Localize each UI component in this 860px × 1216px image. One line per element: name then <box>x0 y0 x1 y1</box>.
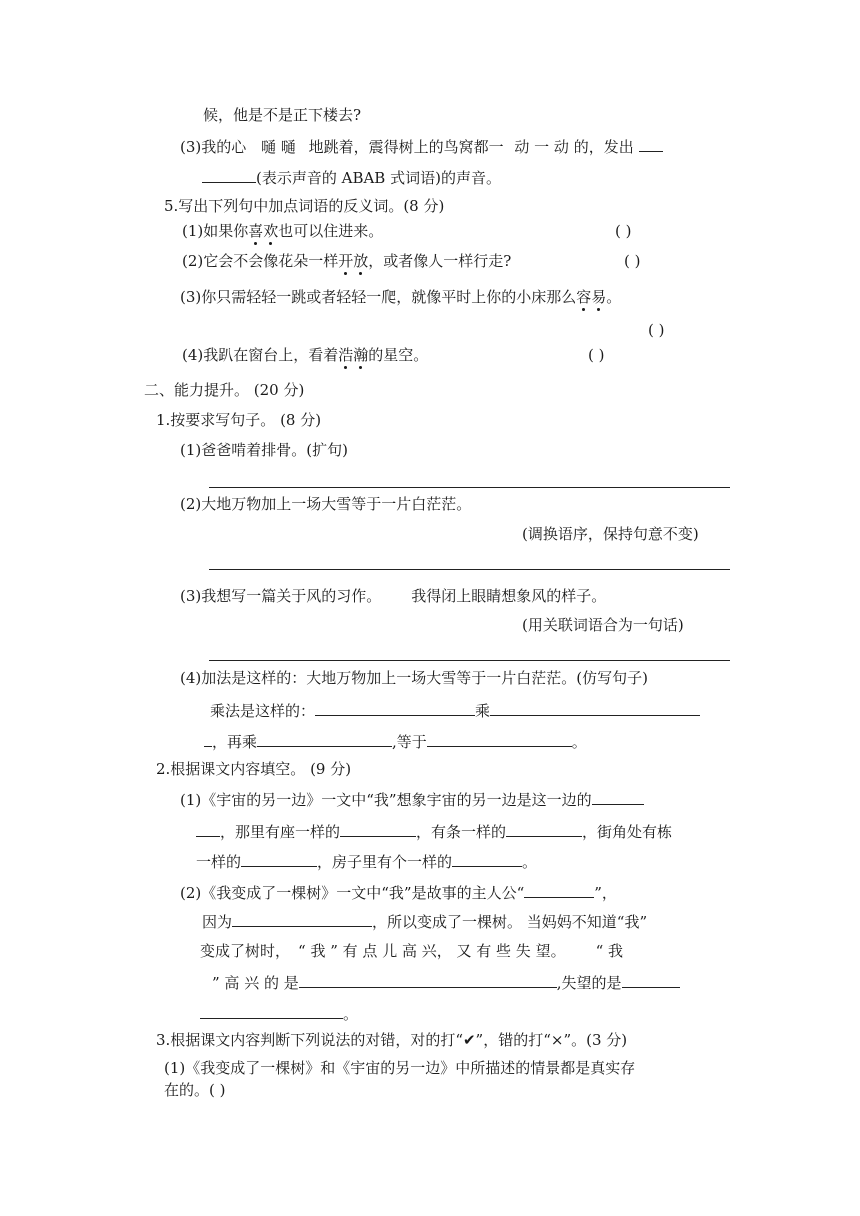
q4-item3-mid: 地跳着，震得树上的鸟窝都一 <box>308 138 504 156</box>
q5-item4-d: 的星空。 <box>368 346 429 364</box>
q5-answer-paren-3[interactable]: ( ) <box>648 321 665 339</box>
q3-item1-line1: (1)《我变成了一棵树》和《宇宙的另一边》中所描述的情景都是真实存 <box>164 1059 636 1077</box>
q1-sentence-3-a: (3)我想写一篇关于风的习作。 <box>180 587 382 605</box>
q4-item3-prefix: (3)我的心 <box>180 138 247 156</box>
q1-mult-word: 乘 <box>475 702 491 720</box>
q2-b-line3 <box>200 941 623 961</box>
q1-sentence-2: (2)大地万物加上一场大雪等于一片白茫茫。 <box>180 495 472 513</box>
q1-period: 。 <box>571 733 587 751</box>
q4-item3-sound: 嗵 嗵 <box>261 138 296 156</box>
q1-again-mult: ，再乘 <box>212 733 258 751</box>
q2-b-blank-1[interactable] <box>524 882 594 898</box>
q1-answer-line-2[interactable] <box>209 569 730 570</box>
q4-item3-end: 的，发出 <box>573 138 634 156</box>
q2-a-text4: ，街角处有栋 <box>582 823 673 841</box>
q2-b-text2: ”， <box>594 884 617 902</box>
q2-b-blank-3[interactable] <box>299 972 557 988</box>
q2-b-text1: (2)《我变成了一棵树》一文中“我”是故事的主人公“ <box>180 884 525 902</box>
q1-sentence-4-line2 <box>210 700 700 721</box>
q5-item2 <box>182 251 511 271</box>
q1-sentence-3 <box>180 586 606 606</box>
q5-item1-d: 也可以住进来。 <box>278 222 384 240</box>
q5-item4-dot1: 浩 <box>338 346 354 364</box>
q2-b-text8: ” 高 兴 的 是 <box>212 974 299 992</box>
q2-b-text3: 因为 <box>202 913 233 931</box>
q2-a-text5: 一样的 <box>196 853 242 871</box>
q2-b-blank-5[interactable] <box>200 1003 343 1019</box>
q5-item2-dot1: 开 <box>338 252 354 270</box>
q2-b-blank-4[interactable] <box>622 972 680 988</box>
q5-item3-dot2: 易 <box>591 288 607 306</box>
q1-mult-label: 乘法是这样的： <box>210 702 316 720</box>
q2-b-text7: “ 我 <box>595 942 624 960</box>
q5-item4-dot2: 瀚 <box>353 346 369 364</box>
q4-item3-line1 <box>180 136 663 157</box>
q1-sentence-1: (1)爸爸啃着排骨。(扩句) <box>180 441 348 459</box>
q5-item2-a: (2)它会不会像花朵一样 <box>182 252 339 270</box>
q2-a-blank-1[interactable] <box>592 789 644 805</box>
q1-blank-1[interactable] <box>315 700 475 716</box>
q5-title: 5.写出下列句中加点词语的反义词。(8 分) <box>164 197 445 215</box>
q2-a-line2 <box>196 821 672 842</box>
q3-title: 3.根据课文内容判断下列说法的对错，对的打“✔”，错的打“×”。(3 分) <box>156 1031 628 1049</box>
q2-b-line5 <box>200 1003 358 1024</box>
q4-item3-move: 动 一 动 <box>514 138 569 156</box>
q1-sentence-4-line3 <box>204 731 587 752</box>
q5-item3 <box>180 287 621 307</box>
q1-answer-line-3[interactable] <box>209 660 730 661</box>
q1-blank-4[interactable] <box>257 731 392 747</box>
q2-a-blank-3[interactable] <box>506 821 582 837</box>
q5-item3-d: 。 <box>606 288 622 306</box>
q2-b-period: 。 <box>343 1005 359 1023</box>
q2-b-text4: ，所以变成了一棵树。 当妈妈不知道“我” <box>372 913 648 931</box>
q2-b-line4 <box>212 972 680 993</box>
q1-blank-5[interactable] <box>427 731 572 747</box>
q5-item1-dot2: 欢 <box>263 222 279 240</box>
q1-sentence-3-b: 我得闭上眼睛想象风的样子。 <box>411 587 607 605</box>
q5-answer-paren-4[interactable]: ( ) <box>588 346 605 364</box>
q1-sentence-2-note: (调换语序，保持句意不变) <box>522 525 699 543</box>
q2-a-line1 <box>180 789 644 810</box>
q1-sentence-3-note: (用关联词语合为一句话) <box>522 616 684 634</box>
q2-a-blank-1b[interactable] <box>196 821 220 837</box>
q2-a-text3: ，有条一样的 <box>416 823 507 841</box>
section-2-title: 二、能力提升。 (20 分) <box>144 381 305 399</box>
q5-item4-a: (4)我趴在窗台上，看着 <box>182 346 339 364</box>
q5-item3-a: (3)你只需轻轻一跳或者轻轻一爬，就像平时上你的小床那么 <box>180 288 577 306</box>
q4-item3-line2 <box>202 167 501 188</box>
q1-title: 1.按要求写句子。 (8 分) <box>156 411 322 429</box>
q2-b-text9: ,失望的是 <box>556 974 622 992</box>
q1-sentence-4: (4)加法是这样的：大地万物加上一场大雪等于一片白茫茫。(仿写句子) <box>180 669 648 687</box>
q3-item1-line2[interactable]: 在的。( ) <box>164 1081 226 1099</box>
q4-line1: 候，他是不是正下楼去? <box>203 106 362 124</box>
q2-a-line3 <box>196 851 537 872</box>
q1-answer-line-1[interactable] <box>209 487 730 488</box>
q2-b-line2 <box>202 911 647 932</box>
q1-blank-2[interactable] <box>490 700 700 716</box>
q5-answer-paren-1[interactable]: ( ) <box>615 222 632 240</box>
q2-a-blank-2[interactable] <box>340 821 416 837</box>
q2-a-text1: (1)《宇宙的另一边》一文中“我”想象宇宙的另一边是这一边的 <box>180 791 592 809</box>
q5-item4 <box>182 345 428 365</box>
q2-a-text2: ，那里有座一样的 <box>220 823 341 841</box>
q4-item3-blank-a[interactable] <box>639 136 663 152</box>
q2-title: 2.根据课文内容填空。 (9 分) <box>156 760 352 778</box>
q4-item3-hint: (表示声音的 ABAB 式词语)的声音。 <box>256 169 501 187</box>
q5-item1-dot1: 喜 <box>248 222 264 240</box>
q2-b-text6: “ 我 ” 有 点 儿 高 兴， 又 有 些 失 望。 <box>298 942 566 960</box>
q2-b-text5: 变成了树时， <box>200 942 291 960</box>
q5-item2-d: ，或者像人一样行走? <box>368 252 512 270</box>
q1-blank-3[interactable] <box>204 731 212 747</box>
q5-item3-dot1: 容 <box>576 288 592 306</box>
q5-answer-paren-2[interactable]: ( ) <box>624 252 641 270</box>
q2-a-blank-5[interactable] <box>452 851 522 867</box>
q2-a-text7: 。 <box>522 853 538 871</box>
q5-item2-dot2: 放 <box>353 252 369 270</box>
q4-item3-blank-b[interactable] <box>202 167 256 183</box>
q5-item1 <box>182 221 383 241</box>
q1-equals: ,等于 <box>392 733 427 751</box>
q2-a-blank-4[interactable] <box>241 851 317 867</box>
q2-b-line1 <box>180 882 617 903</box>
q2-a-text6: ，房子里有个一样的 <box>317 853 453 871</box>
q2-b-blank-2[interactable] <box>232 911 372 927</box>
q5-item1-a: (1)如果你 <box>182 222 249 240</box>
